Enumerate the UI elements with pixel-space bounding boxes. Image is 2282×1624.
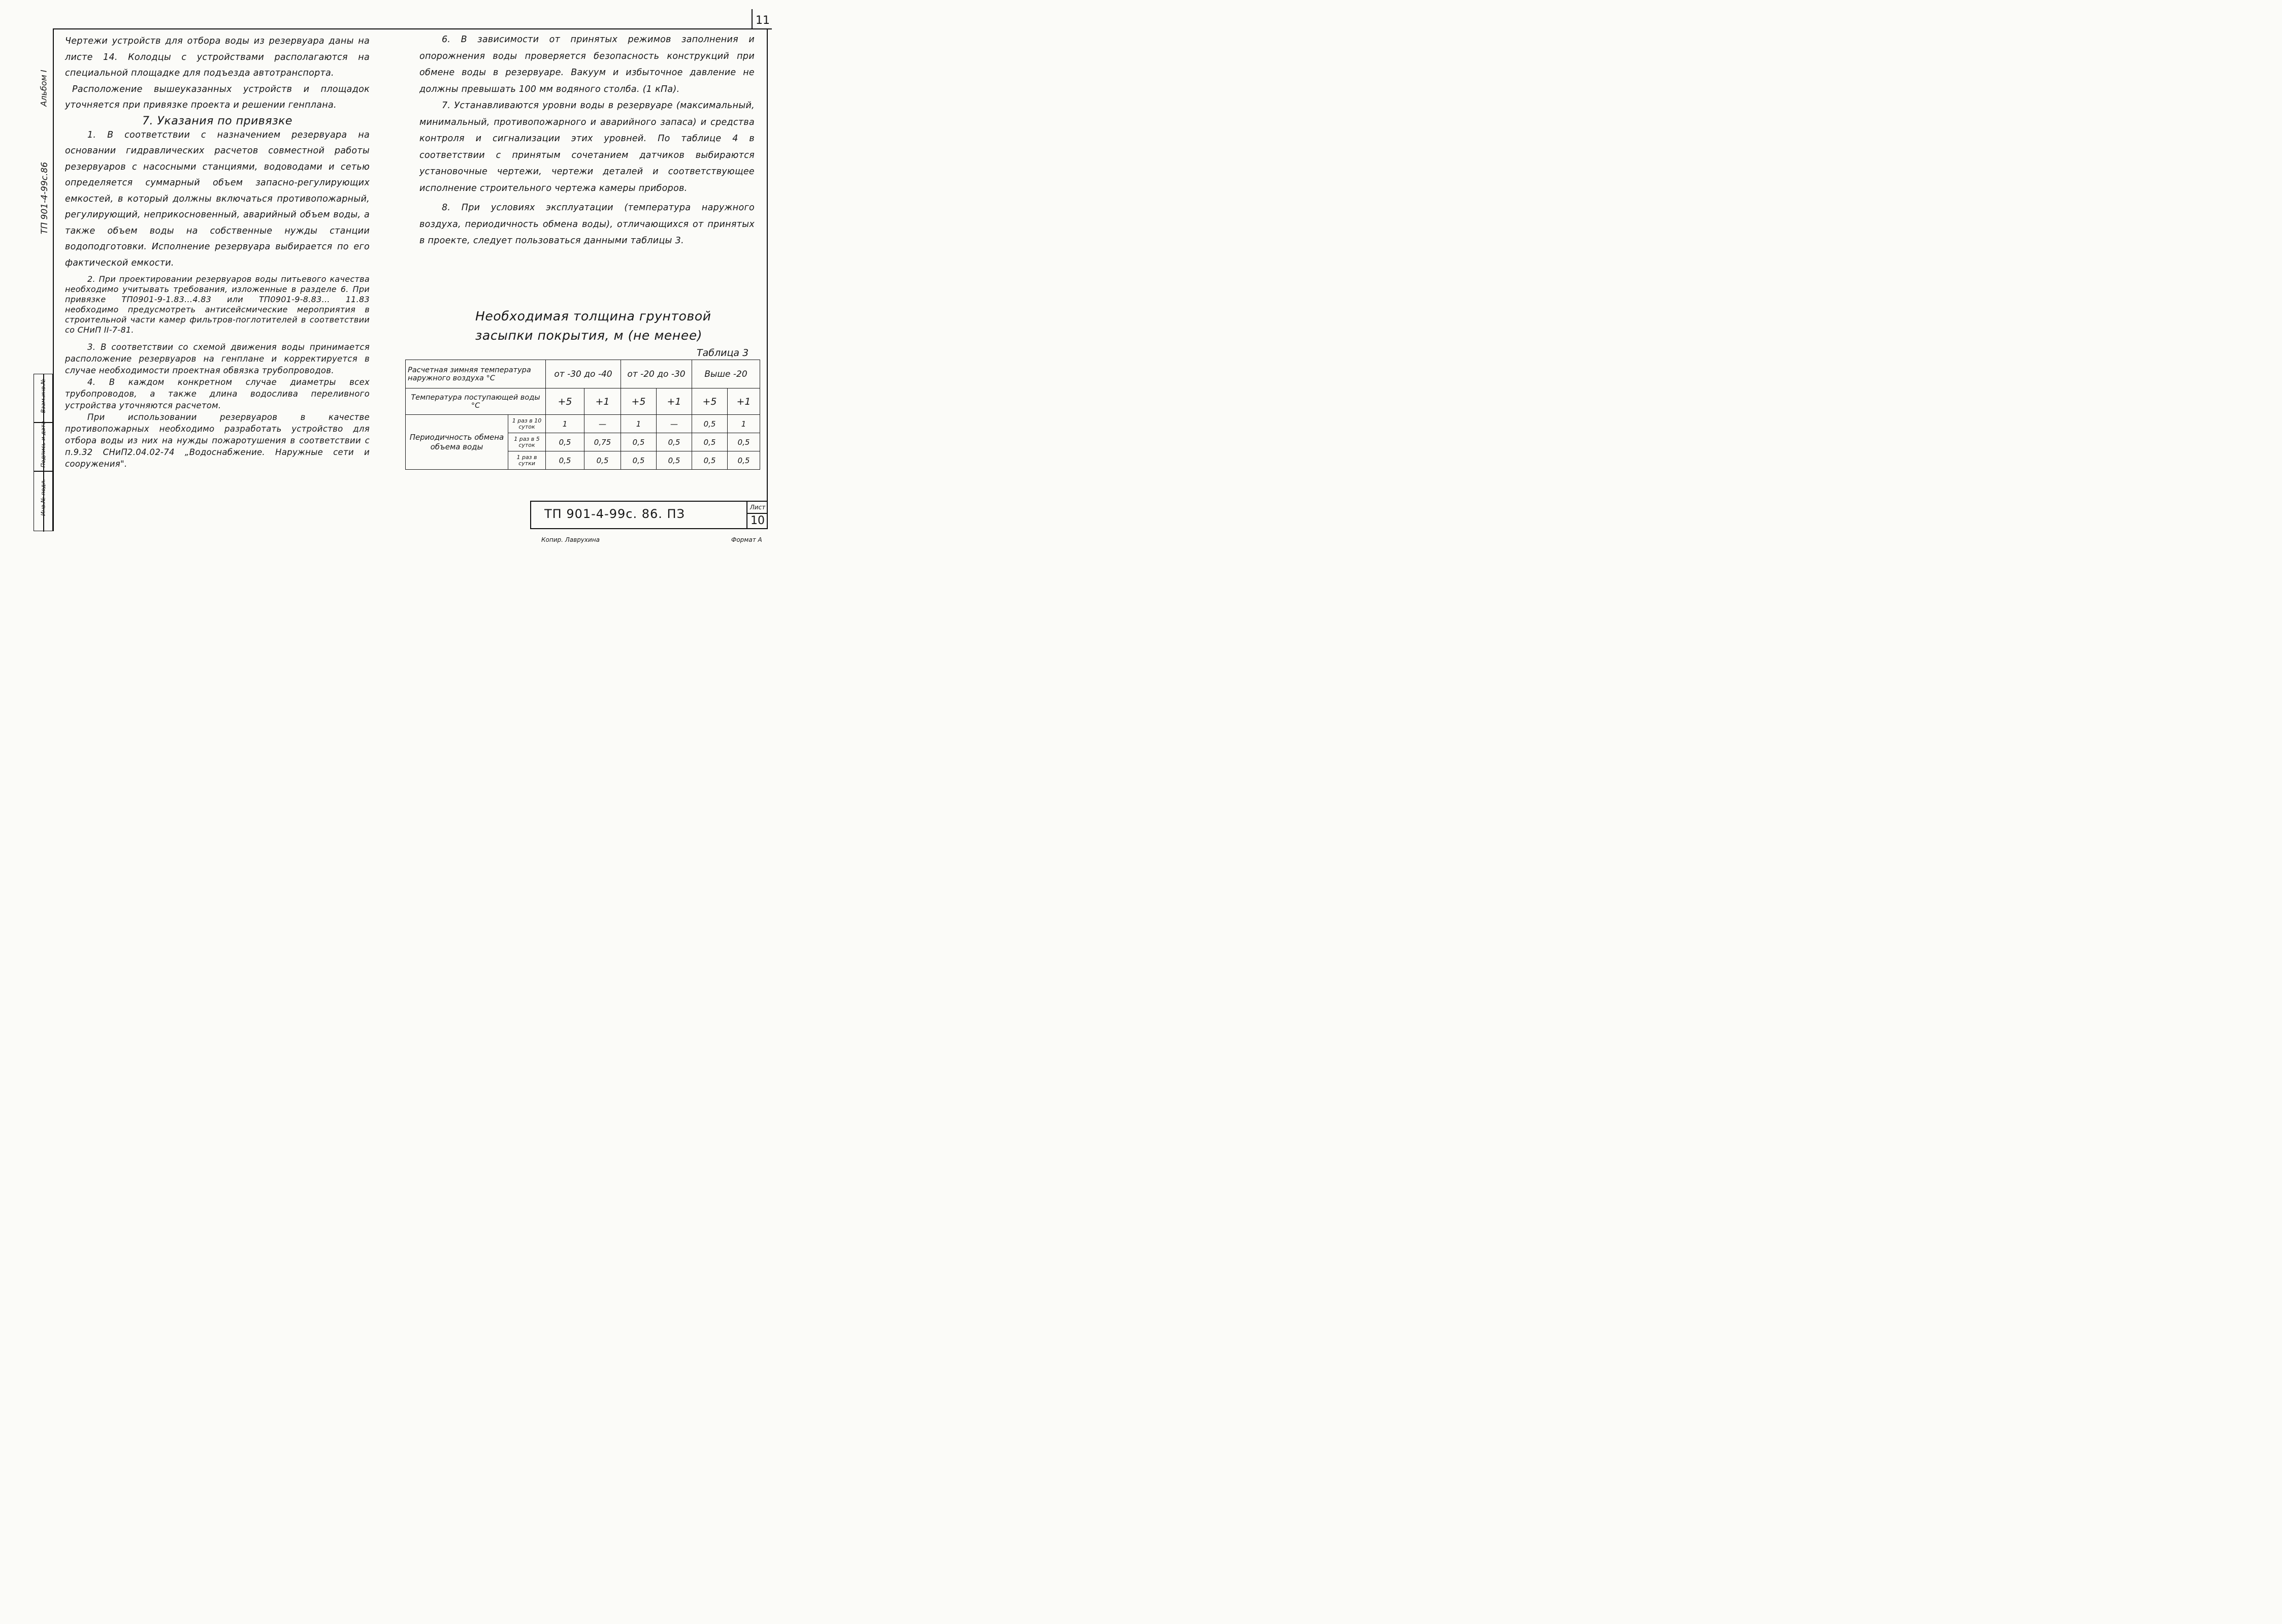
header-water-temperature: Температура поступающей воды °С <box>406 388 546 415</box>
table-cell: — <box>657 415 692 433</box>
water-temp-cell: +5 <box>546 388 584 415</box>
table-cell: 0,5 <box>584 451 621 470</box>
right-paragraph-item-6: 6. В зависимости от принятых режимов заполнения и опорожнения воды проверяется безопасность конструкций при обмене воды в резервуаре. Вакуум и избыточное давление не должны превышать 100 мм водяного столба. (1 кПа). <box>419 35 755 94</box>
right-paragraph-item-7: 7. Устанавливаются уровни воды в резервуаре (максимальный, минимальный, противопожарного и аварийного запаса) и средства контроля и сигнализации этих уровней. По таблице 4 в соответствии с принятым сочетанием датчиков выбираются установочные чертежи, чертежи деталей и соответствующее исполнение строительного чертежа камеры приборов. <box>419 101 755 193</box>
table-cell: 1 <box>621 415 657 433</box>
right-border <box>767 28 768 528</box>
row-label: 1 раз в сутки <box>508 451 546 470</box>
album-label: Альбом I <box>39 70 49 107</box>
top-border-horizontal <box>53 28 772 29</box>
document-code: ТП 901-4-99с. 86. ПЗ <box>544 507 685 521</box>
water-temp-cell: +1 <box>584 388 621 415</box>
left-paragraph-item-2: 2. При проектировании резервуаров воды питьевого качества необходимо учитывать требования, изложенные в разделе 6. При привязке ТП0901-9-1.83...4.83 или ТП0901-9-8.83... 11.83 необходимо предусмотреть антисейсмические мероприятия в строительной части камер фильтров-поглотителей в соответствии со СНиП II-7-81. <box>65 274 370 335</box>
table-caption: Таблица 3 <box>697 347 749 359</box>
left-paragraph-item-3: 3. В соответствии со схемой движения воды принимается расположение резервуаров на генплане и корректируется в случае необходимости проектная обвязка трубопроводов. <box>65 342 370 375</box>
table-cell: 0,5 <box>728 433 760 451</box>
table-cell: 0,5 <box>657 433 692 451</box>
water-temp-cell: +5 <box>692 388 728 415</box>
table-cell: — <box>584 415 621 433</box>
table-cell: 0,75 <box>584 433 621 451</box>
copied-by: Копир. Лаврухина <box>541 536 600 543</box>
margin-stamp-replace: Взам.инв.№ <box>40 378 47 413</box>
table-cell: 0,5 <box>728 451 760 470</box>
margin-stamp-column <box>34 374 53 531</box>
row-label: 1 раз в 5 суток <box>508 433 546 451</box>
margin-stamp-sign: Подпись и дата <box>40 421 47 468</box>
table-cell: 0,5 <box>546 451 584 470</box>
margin-stamp-inventory: Инв.№ подл. <box>40 479 47 516</box>
table-title-line-2: засыпки покрытия, м (не менее) <box>475 328 703 343</box>
water-temp-cell: +5 <box>621 388 657 415</box>
right-paragraph-item-8: 8. При условиях эксплуатации (температура наружного воздуха, периодичность обмена воды), отличающихся от принятых в проекте, следует пользоваться данными таблицы 3. <box>419 203 755 246</box>
range-col-1: от -30 до -40 <box>546 360 621 388</box>
table-cell: 0,5 <box>692 451 728 470</box>
table-cell: 0,5 <box>692 415 728 433</box>
table-cell: 1 <box>546 415 584 433</box>
header-air-temperature: Расчетная зимняя температура наружного воздуха °С <box>406 360 546 388</box>
left-column <box>65 34 370 470</box>
left-paragraph-drawings: Чертежи устройств для отбора воды из резервуара даны на листе 14. Колодцы с устройствами располагаются на специальной площадке для подъезда автотранспорта. <box>65 36 370 78</box>
left-paragraph-location: Расположение вышеуказанных устройств и площадок уточняется при привязке проекта и решении генплана. <box>65 84 370 110</box>
water-temp-cell: +1 <box>657 388 692 415</box>
row-group-label: Периодичность обмена объема воды <box>406 415 508 470</box>
water-temp-cell: +1 <box>728 388 760 415</box>
top-border <box>752 9 753 29</box>
section-heading: 7. Указания по привязке <box>142 114 292 127</box>
left-border <box>53 28 54 531</box>
table-cell: 1 <box>728 415 760 433</box>
title-block <box>530 501 768 529</box>
table-title-line-1: Необходимая толщина грунтовой <box>475 309 711 323</box>
table-cell: 0,5 <box>657 451 692 470</box>
right-column <box>419 31 755 249</box>
sheet-label: Лист <box>746 502 768 514</box>
range-col-2: от -20 до -30 <box>621 360 692 388</box>
table-cell: 0,5 <box>621 433 657 451</box>
left-paragraph-fire: При использовании резервуаров в качестве противопожарных необходимо разработать устройство для отбора воды из них на нужды пожаротушения в соответствии с п.9.32 СНиП2.04.02-74 „Водоснабжение. Наружные сети и сооружения". <box>65 412 370 469</box>
soil-cover-table <box>405 360 760 470</box>
sheet-number: 10 <box>746 514 768 528</box>
table-cell: 0,5 <box>546 433 584 451</box>
table-cell: 0,5 <box>621 451 657 470</box>
page-number: 11 <box>756 14 770 27</box>
format-label: Формат А <box>731 536 762 543</box>
row-label: 1 раз в 10 суток <box>508 415 546 433</box>
left-paragraph-item-1: 1. В соответствии с назначением резервуара на основании гидравлических расчетов совместной работы резервуаров с насосными станциями, водоводами и сетью определяется суммарный объем запасно-регулирующих емкостей, в который должны включаться противопожарный, регулирующий, неприкосновенный, аварийный объем воды, а также объем воды на собственные нужды станции водоподготовки. Исполнение резервуара выбирается по его фактической емкости. <box>65 129 370 268</box>
range-col-3: Выше -20 <box>692 360 760 388</box>
left-paragraph-item-4: 4. В каждом конкретном случае диаметры всех трубопроводов, а также длина водослива переливного устройства уточняются расчетом. <box>65 377 370 410</box>
margin-doc-code: ТП 901-4-99с.86 <box>40 161 50 235</box>
table-cell: 0,5 <box>692 433 728 451</box>
table-row <box>406 415 760 433</box>
